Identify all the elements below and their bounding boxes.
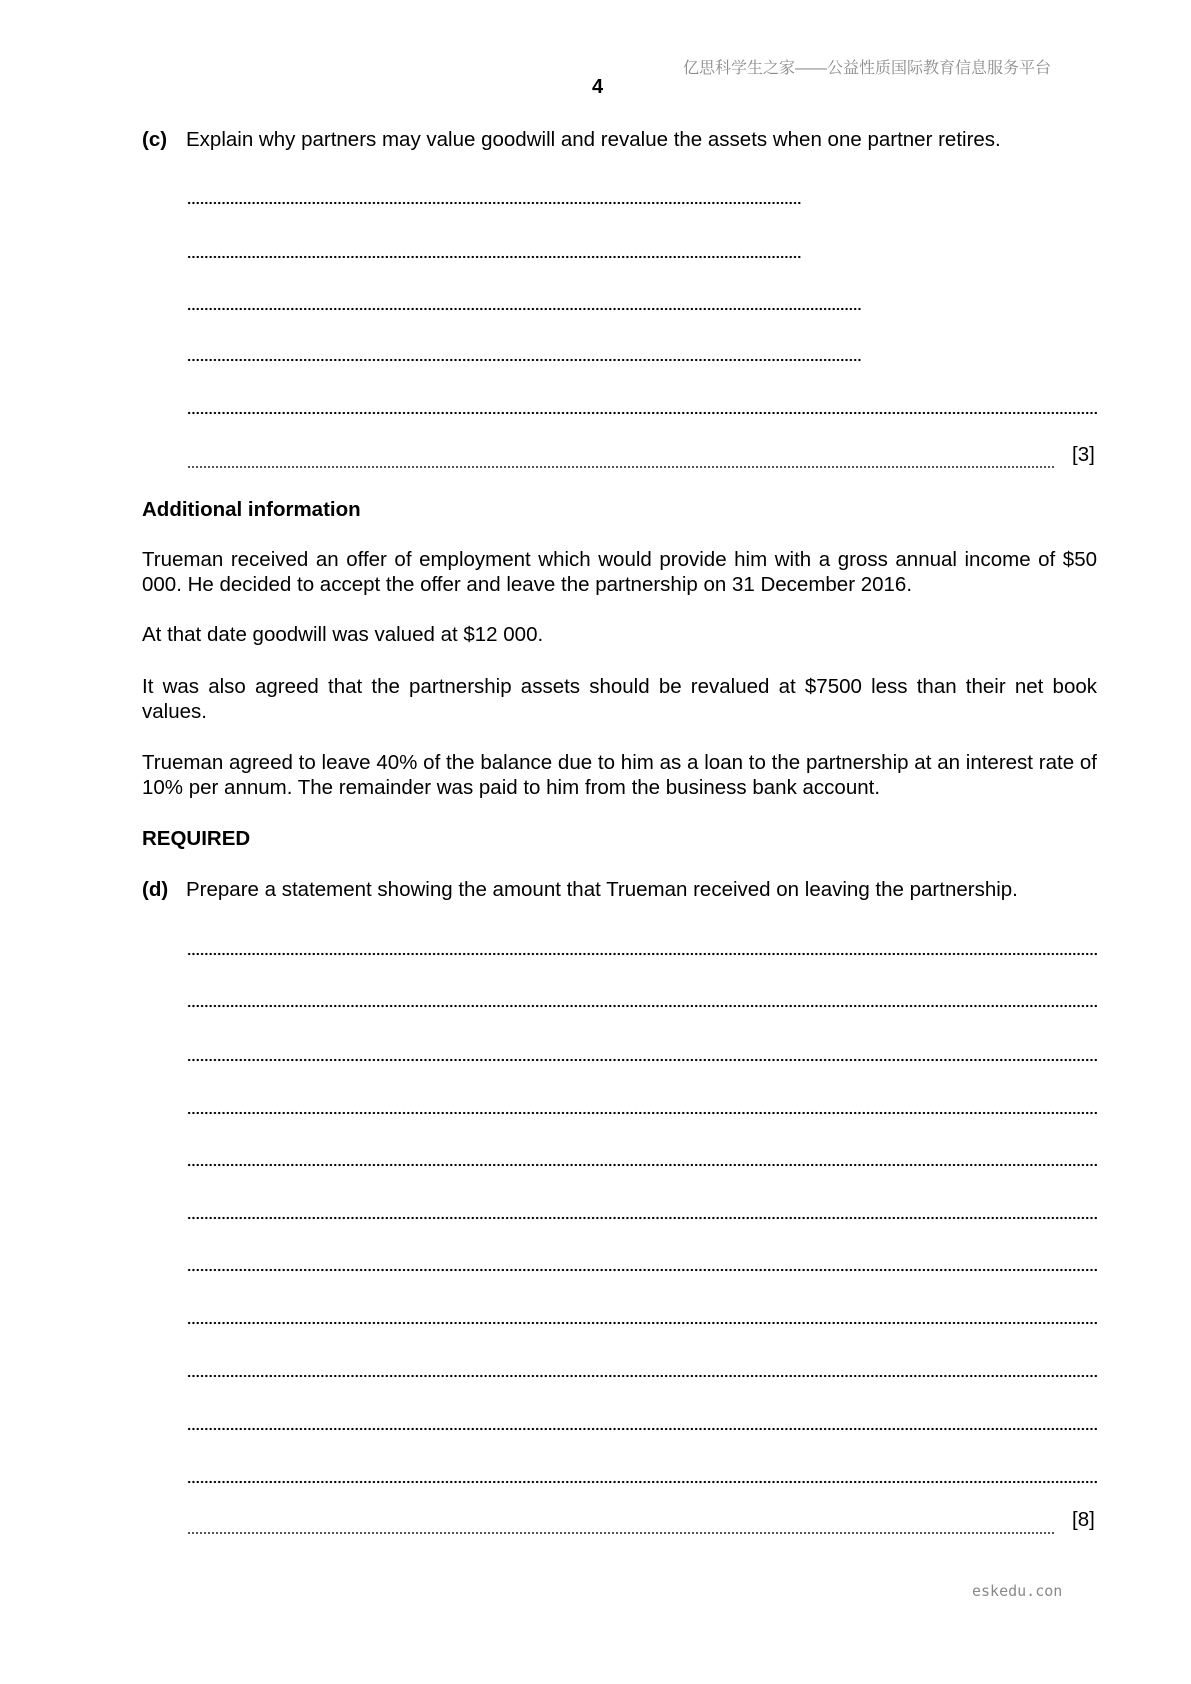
additional-info-heading: Additional information	[142, 498, 361, 521]
answer-line[interactable]	[187, 358, 862, 362]
answer-line[interactable]	[187, 307, 862, 311]
answer-line[interactable]	[187, 952, 1097, 956]
required-heading: REQUIRED	[142, 827, 251, 850]
part-c-label: (c)	[142, 128, 168, 151]
answer-line[interactable]	[187, 1004, 1097, 1008]
answer-line[interactable]	[187, 1374, 1097, 1378]
answer-line[interactable]	[187, 1321, 1097, 1325]
part-c-marks: [3]	[1072, 443, 1095, 466]
part-d-question: Prepare a statement showing the amount that Trueman received on leaving the partnership.	[186, 878, 1018, 901]
answer-line[interactable]	[187, 201, 801, 205]
info-paragraph: Trueman agreed to leave 40% of the balance due to him as a loan to the partnership at an interest rate of 10% per annum. The remainder was paid to him from the business bank account.	[142, 751, 1097, 799]
footer-watermark: eskedu.con	[972, 1582, 1063, 1600]
info-paragraph: It was also agreed that the partnership assets should be revalued at $7500 less than their net book values.	[142, 675, 1097, 723]
header-watermark: 亿思科学生之家——公益性质国际教育信息服务平台	[683, 60, 1052, 77]
answer-line[interactable]	[187, 1111, 1097, 1115]
info-paragraph: Trueman received an offer of employment which would provide him with a gross annual income of $50 000. He decided to accept the offer and leave the partnership on 31 December 2016.	[142, 548, 1097, 596]
answer-line[interactable]	[187, 1216, 1097, 1220]
part-d-marks: [8]	[1072, 1508, 1095, 1531]
part-c-question: Explain why partners may value goodwill and revalue the assets when one partner retires.	[186, 128, 1001, 151]
answer-line[interactable]	[187, 1163, 1097, 1167]
answer-line[interactable]	[187, 411, 1097, 415]
part-d-label: (d)	[142, 878, 169, 901]
answer-line[interactable]	[187, 1427, 1097, 1431]
info-paragraph: At that date goodwill was valued at $12 000.	[142, 623, 544, 646]
answer-line[interactable]	[187, 255, 801, 259]
answer-line[interactable]	[187, 1268, 1097, 1272]
answer-line[interactable]	[187, 1531, 1055, 1535]
page-number: 4	[592, 76, 604, 98]
answer-line[interactable]	[187, 1480, 1097, 1484]
answer-line[interactable]	[187, 1058, 1097, 1062]
answer-line[interactable]	[187, 465, 1055, 469]
